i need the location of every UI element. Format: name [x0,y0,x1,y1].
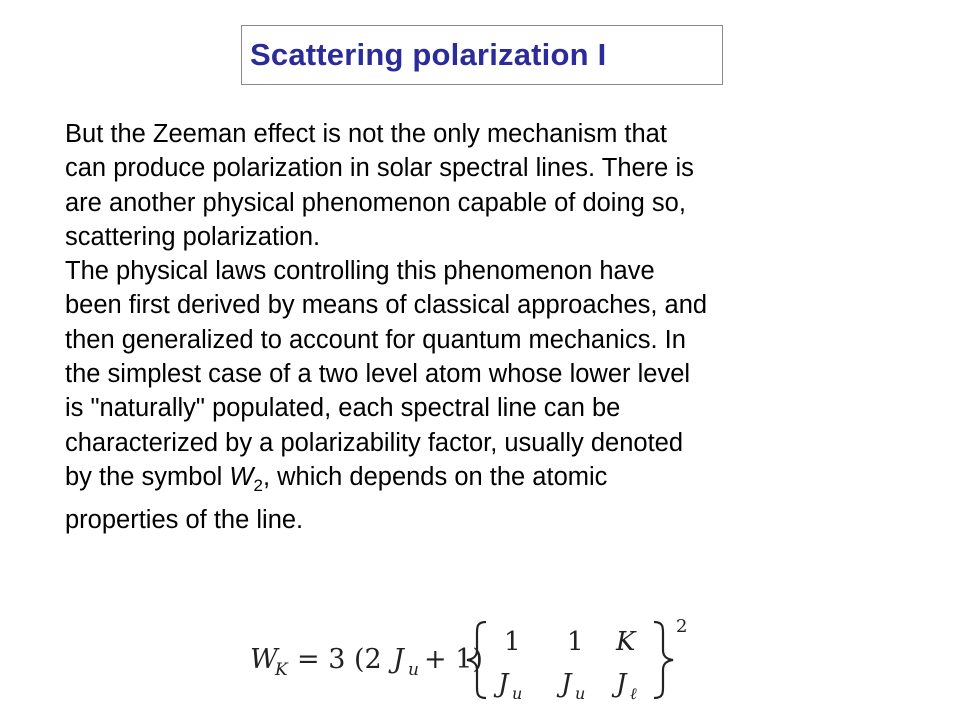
formula-bottom-2: J [561,669,572,699]
formula-lhs-sub: K [275,660,288,680]
w2-symbol: W [229,462,254,491]
formula-top-2: 1 [567,627,584,657]
text-line: then generalized to account for quantum mechanics. In [65,325,686,354]
text-line: is "naturally" populated, each spectral line can be [65,394,621,423]
formula-top-1: 1 [504,627,521,657]
text-line: been first derived by means of classical approaches, and [65,291,708,320]
formula-j-sub: u [408,660,419,680]
formula-bottom-1-sub: u [512,684,523,703]
text-line: are another physical phenomenon capable of doing so, [65,188,686,217]
text-line: properties of the line. [65,506,304,535]
formula-eq-suffix: + 1) [424,644,483,675]
formula-j: J [393,644,404,675]
title-box [241,25,723,85]
text-line: But the Zeeman effect is not the only mechanism that [65,120,667,148]
text-line: scattering polarization. [65,222,321,251]
symbol-line [65,460,885,503]
formula-lhs: W [250,644,278,675]
text-line: the simplest case of a two level atom whose lower level [65,360,691,389]
formula [248,612,698,708]
formula-bottom-3: J [616,669,627,699]
text-line: characterized by a polarizability factor, usually denoted [65,428,684,457]
w2-subscript: 2 [253,476,263,496]
symbol-line-before: by the symbol [65,462,230,491]
formula-top-3: K [616,627,636,657]
symbol-line-after: , which depends on the atomic [262,462,608,491]
right-brace [654,622,673,698]
text-line: can produce polarization in solar spectral lines. There is [65,154,694,183]
formula-bottom-1: J [498,669,509,699]
formula-exponent: 2 [676,616,688,637]
text-line: The physical laws controlling this phenomenon have [65,257,655,286]
slide-title: Scattering polarization I [250,37,607,72]
formula-bottom-3-sub: ℓ [630,684,637,703]
formula-svg [248,612,698,708]
body-text [65,117,885,538]
formula-eq-prefix: = 3 (2 [297,644,382,675]
formula-bottom-2-sub: u [575,684,586,703]
